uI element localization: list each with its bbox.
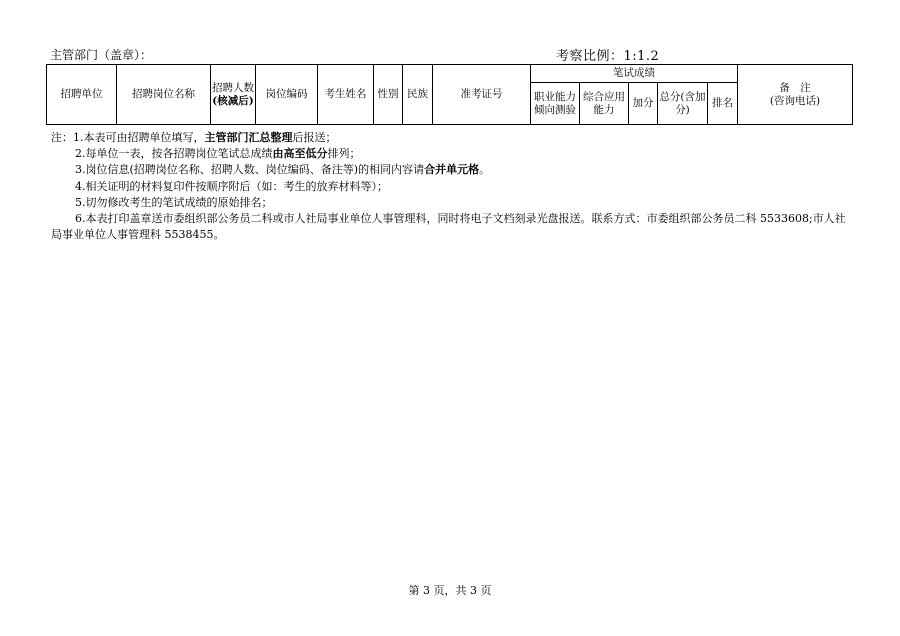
- header-remarks: [738, 65, 853, 125]
- header-bonus-points: 加分: [629, 83, 658, 125]
- remarks-title: 备 注: [779, 81, 811, 94]
- note-6: [51, 211, 851, 243]
- header-ticket-number: 准考证号: [433, 65, 531, 125]
- note-3-text-c: 。: [479, 163, 491, 177]
- header-total-score: 总分(含加分): [658, 83, 708, 125]
- header-candidate-name: 考生姓名: [318, 65, 374, 125]
- review-ratio-label: 考察比例：1:1.2: [556, 49, 660, 64]
- note-1: [51, 130, 851, 146]
- header-hire-count: [211, 65, 256, 125]
- note-2: [51, 146, 851, 162]
- header-rank: 排名: [708, 83, 738, 125]
- hire-count-note: (核减后): [212, 94, 254, 107]
- department-seal-label: 主管部门（盖章）：: [50, 48, 153, 62]
- page-number: 第 3 页，共 3 页: [408, 584, 492, 597]
- note-1-emphasis: 主管部门汇总整理: [204, 131, 293, 144]
- note-6-text: 6.本表打印盖章送市委组织部公务员二科或市人社局事业单位人事管理科，同时将电子文档刻录光盘报送。联系方式：市委组织部公务员二科 5533608;市人社局事业单位人事管理科 5538455。: [51, 212, 846, 242]
- note-3-emphasis: 合并单元格: [424, 163, 480, 177]
- hire-count-text: 招聘人数: [212, 81, 254, 94]
- note-3: [51, 162, 851, 178]
- header-applied-ability: 综合应用能力: [580, 83, 629, 125]
- header-position-name: 招聘岗位名称: [117, 65, 211, 125]
- note-1-text-a: 注：1.本表可由招聘单位填写，: [51, 131, 205, 144]
- note-2-emphasis: 由高至低分: [272, 147, 328, 161]
- header-aptitude-test: 职业能力倾向测验: [531, 83, 580, 125]
- header-gender: 性别: [374, 65, 403, 125]
- note-2-text-c: 排列；: [327, 147, 361, 161]
- header-written-score-group: 笔试成绩: [531, 65, 738, 83]
- note-3-text-a: 3.岗位信息(招聘岗位名称、招聘人数、岗位编码、备注等)的相同内容请: [75, 163, 425, 177]
- remarks-subtitle: (咨询电话): [769, 94, 821, 107]
- score-table: [46, 64, 853, 125]
- note-1-text-c: 后报送；: [292, 131, 337, 144]
- note-4: 4.相关证明的材料复印件按顺序附后（如：考生的放弃材料等）；: [75, 179, 388, 193]
- notes-section: [51, 130, 851, 243]
- header-position-code: 岗位编码: [256, 65, 318, 125]
- header-ethnicity: 民族: [403, 65, 433, 125]
- header-unit: 招聘单位: [47, 65, 117, 125]
- note-2-text-a: 2.每单位一表，按各招聘岗位笔试总成绩: [75, 147, 273, 161]
- note-5: 5.切勿修改考生的笔试成绩的原始排名；: [75, 195, 273, 209]
